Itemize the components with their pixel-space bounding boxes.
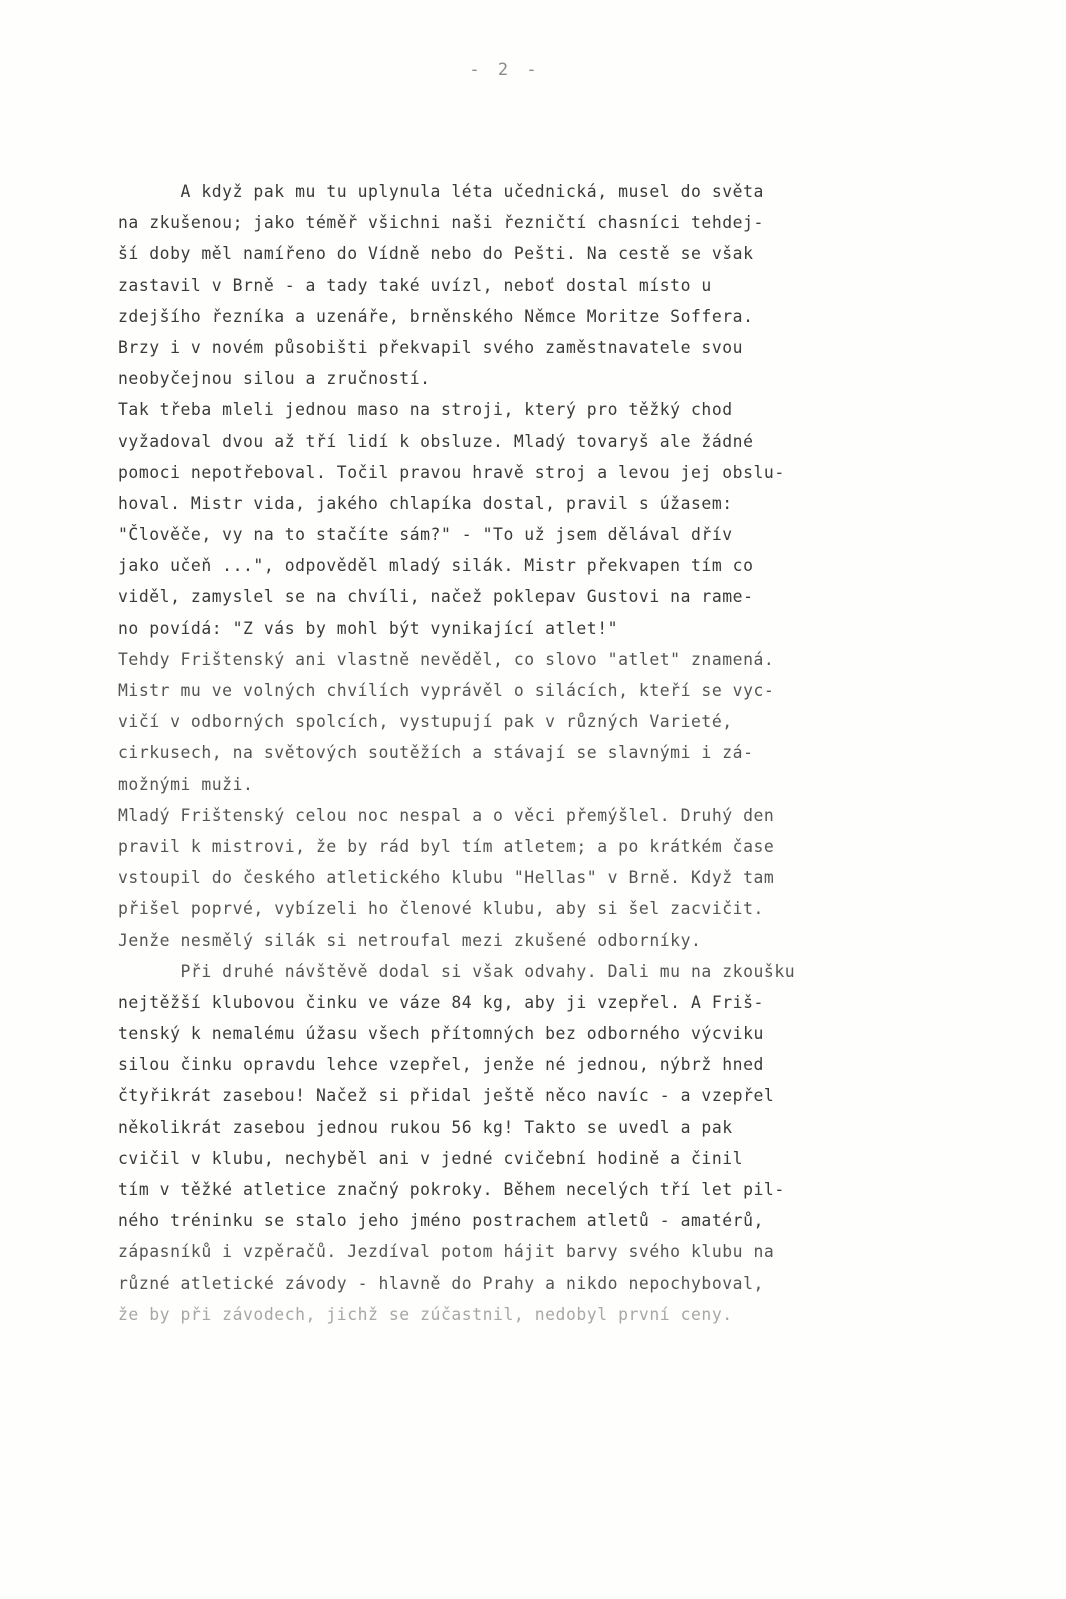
text-line: Jenže nesmělý silák si netroufal mezi zkušené odborníky.	[118, 930, 702, 950]
text-line: Brzy i v novém působišti překvapil svého zaměstnavatele svou	[118, 337, 744, 357]
text-line: jako učeň ...", odpověděl mladý silák. Mistr překvapen tím co	[118, 556, 754, 576]
text-line: Tak třeba mleli jednou maso na stroji, který pro těžký chod	[118, 400, 733, 420]
text-line: ší doby měl namířeno do Vídně nebo do Pešti. Na cestě se však	[118, 244, 754, 264]
text-line: vyžadoval dvou až tří lidí k obsluze. Mladý tovaryš ale žádné	[118, 431, 754, 451]
text-line: ného tréninku se stalo jeho jméno postrachem atletů - amatérů,	[118, 1211, 764, 1231]
text-line: cirkusech, na světových soutěžích a stávají se slavnými i zá-	[118, 743, 754, 763]
text-line: neobyčejnou silou a zručností.	[118, 369, 431, 389]
text-line: různé atletické závody - hlavně do Prahy a nikdo nepochyboval,	[118, 1273, 764, 1293]
text-line: vstoupil do českého atletického klubu "Hellas" v Brně. Když tam	[118, 868, 775, 888]
text-line: tenský k nemalému úžasu všech přítomných bez odborného výcviku	[118, 1024, 764, 1044]
text-line: přišel poprvé, vybízeli ho členové klubu, aby si šel zacvičit.	[118, 899, 764, 919]
text-line: A když pak mu tu uplynula léta učednická, musel do světa	[118, 182, 764, 201]
text-line: zápasníků i vzpěračů. Jezdíval potom hájit barvy svého klubu na	[118, 1242, 775, 1262]
text-line: možnými muži.	[118, 774, 254, 794]
text-line: že by při závodech, jichž se zúčastnil, nedobyl první ceny.	[118, 1304, 733, 1324]
text-line: Tehdy Frištenský ani vlastně nevěděl, co slovo "atlet" znamená.	[118, 649, 775, 669]
text-line: pomoci nepotřeboval. Točil pravou hravě stroj a levou jej obslu-	[118, 462, 785, 482]
text-line: Mistr mu ve volných chvílích vyprávěl o silácích, kteří se vyc-	[118, 681, 775, 700]
text-line: na zkušenou; jako téměř všichni naši řezničtí chasníci tehdej-	[118, 213, 764, 233]
typed-text-body	[118, 176, 978, 1330]
text-line: viděl, zamyslel se na chvíli, načež poklepav Gustovi na rame-	[118, 587, 754, 607]
page-number: - 2 -	[469, 60, 541, 80]
text-line: zastavil v Brně - a tady také uvízl, neboť dostal místo u	[118, 275, 712, 295]
text-line: Při druhé návštěvě dodal si však odvahy. Dali mu na zkoušku	[118, 961, 796, 981]
text-line: cvičil v klubu, nechyběl ani v jedné cvičební hodině a činil	[118, 1148, 744, 1168]
text-line: pravil k mistrovi, že by rád byl tím atletem; a po krátkém čase	[118, 836, 775, 856]
text-line: vičí v odborných spolcích, vystupují pak v různých Varieté,	[118, 712, 733, 732]
text-line: hoval. Mistr vida, jakého chlapíka dostal, pravil s úžasem:	[118, 493, 733, 513]
text-line: nejtěžší klubovou činku ve váze 84 kg, aby ji vzepřel. A Friš-	[118, 992, 764, 1012]
text-line: několikrát zasebou jednou rukou 56 kg! Takto se uvedl a pak	[118, 1117, 733, 1137]
text-line: "Člověče, vy na to stačíte sám?" - "To už jsem dělával dřív	[118, 525, 733, 545]
text-line: tím v těžké atletice značný pokroky. Během necelých tří let pil-	[118, 1180, 785, 1199]
text-line: Mladý Frištenský celou noc nespal a o věci přemýšlel. Druhý den	[118, 805, 775, 825]
text-line: čtyřikrát zasebou! Načež si přidal ještě něco navíc - a vzepřel	[118, 1086, 775, 1106]
text-line: no povídá: "Z vás by mohl být vynikající atlet!"	[118, 618, 619, 638]
text-line: silou činku opravdu lehce vzepřel, jenže né jednou, nýbrž hned	[118, 1055, 764, 1075]
text-line: zdejšího řezníka a uzenáře, brněnského Němce Moritze Soffera.	[118, 306, 754, 326]
